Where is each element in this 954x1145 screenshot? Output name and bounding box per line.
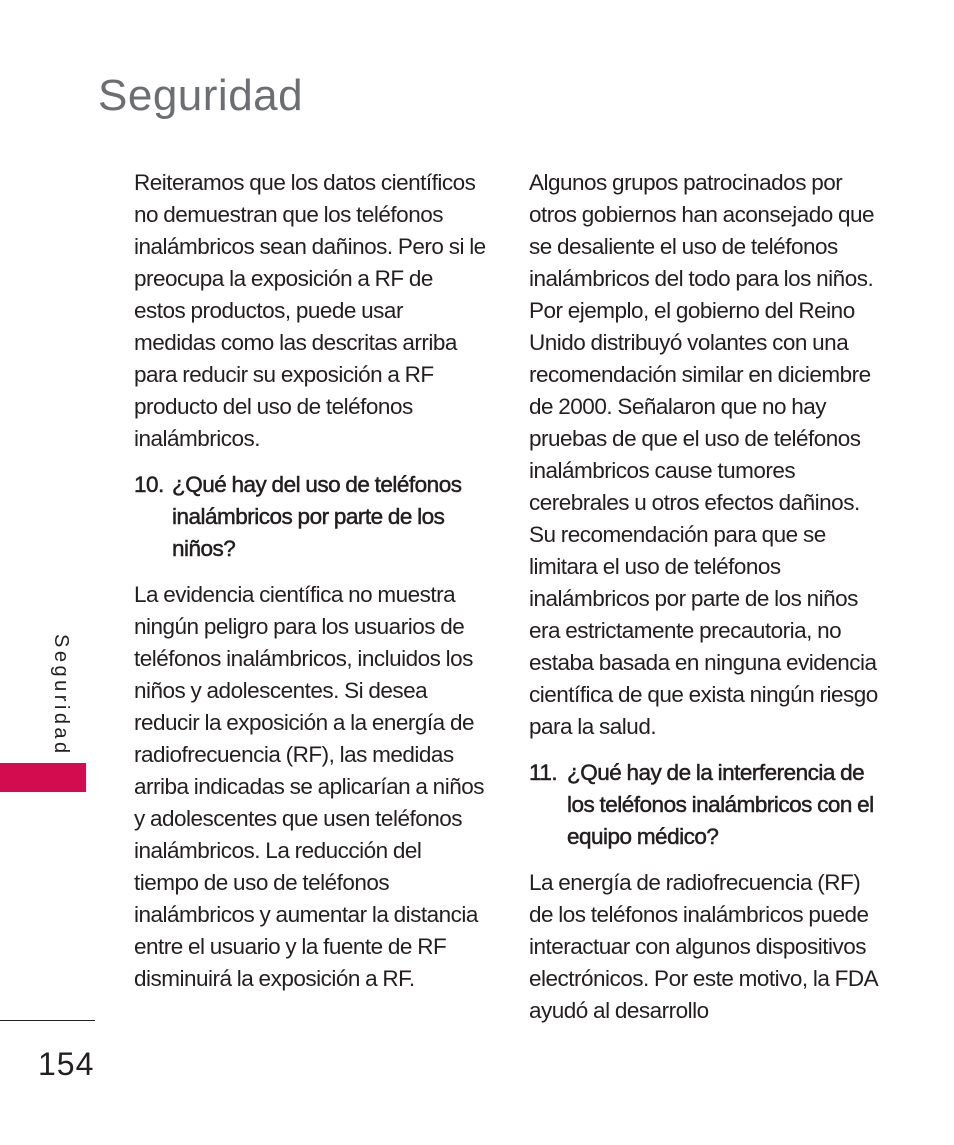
answer-11-paragraph: La energía de radiofrecuencia (RF) de los teléfonos inalámbricos puede interactuar con algunos dispositivos electrónicos. Por este motivo, la FDA ayudó al desarrollo (529, 870, 877, 1023)
question-text: ¿Qué hay del uso de teléfonos inalámbricos por parte de los niños? (172, 472, 462, 561)
left-column (134, 167, 486, 995)
footer-divider (0, 1020, 95, 1021)
section-tab-marker (0, 763, 86, 792)
question-text: ¿Qué hay de la interferencia de los teléfonos inalámbricos con el equipo médico? (567, 760, 874, 849)
page-title: Seguridad (98, 71, 304, 120)
page-number: 154 (38, 1046, 95, 1082)
answer-10-paragraph: La evidencia científica no muestra ningún peligro para los usuarios de teléfonos inalámbricos, incluidos los niños y adolescentes. Si desea reducir la exposición a la energía de radiofrecuencia (RF), las medidas arriba indicadas se aplicarían a niños y adolescentes que usen teléfonos inalámbricos. La reducción del tiempo de uso de teléfonos inalámbricos y aumentar la distancia entre el usuario y la fuente de RF disminuirá la exposición a RF. (134, 582, 484, 991)
question-number: 10. (134, 472, 164, 497)
section-side-label: Seguridad (50, 634, 72, 757)
question-10-heading (134, 469, 486, 565)
answer-10-continued-paragraph: Algunos grupos patrocinados por otros gobiernos han aconsejado que se desaliente el uso de teléfonos inalámbricos del todo para los niños. Por ejemplo, el gobierno del Reino Unido distribuyó volantes con una recomendación similar en diciembre de 2000. Señalaron que no hay pruebas de que el uso de teléfonos inalámbricos cause tumores cerebrales u otros efectos dañinos. Su recomendación para que se limitara el uso de teléfonos inalámbricos por parte de los niños era estrictamente precautoria, no estaba basada en ninguna evidencia científica de que exista ningún riesgo para la salud. (529, 170, 878, 739)
right-column (529, 167, 885, 1027)
intro-paragraph: Reiteramos que los datos científicos no demuestran que los teléfonos inalámbricos sean dañinos. Pero si le preocupa la exposición a RF de estos productos, puede usar medidas como las descritas arriba para reducir su exposición a RF producto del uso de teléfonos inalámbricos. (134, 170, 486, 451)
question-number: 11. (529, 760, 558, 785)
question-11-heading (529, 757, 885, 853)
